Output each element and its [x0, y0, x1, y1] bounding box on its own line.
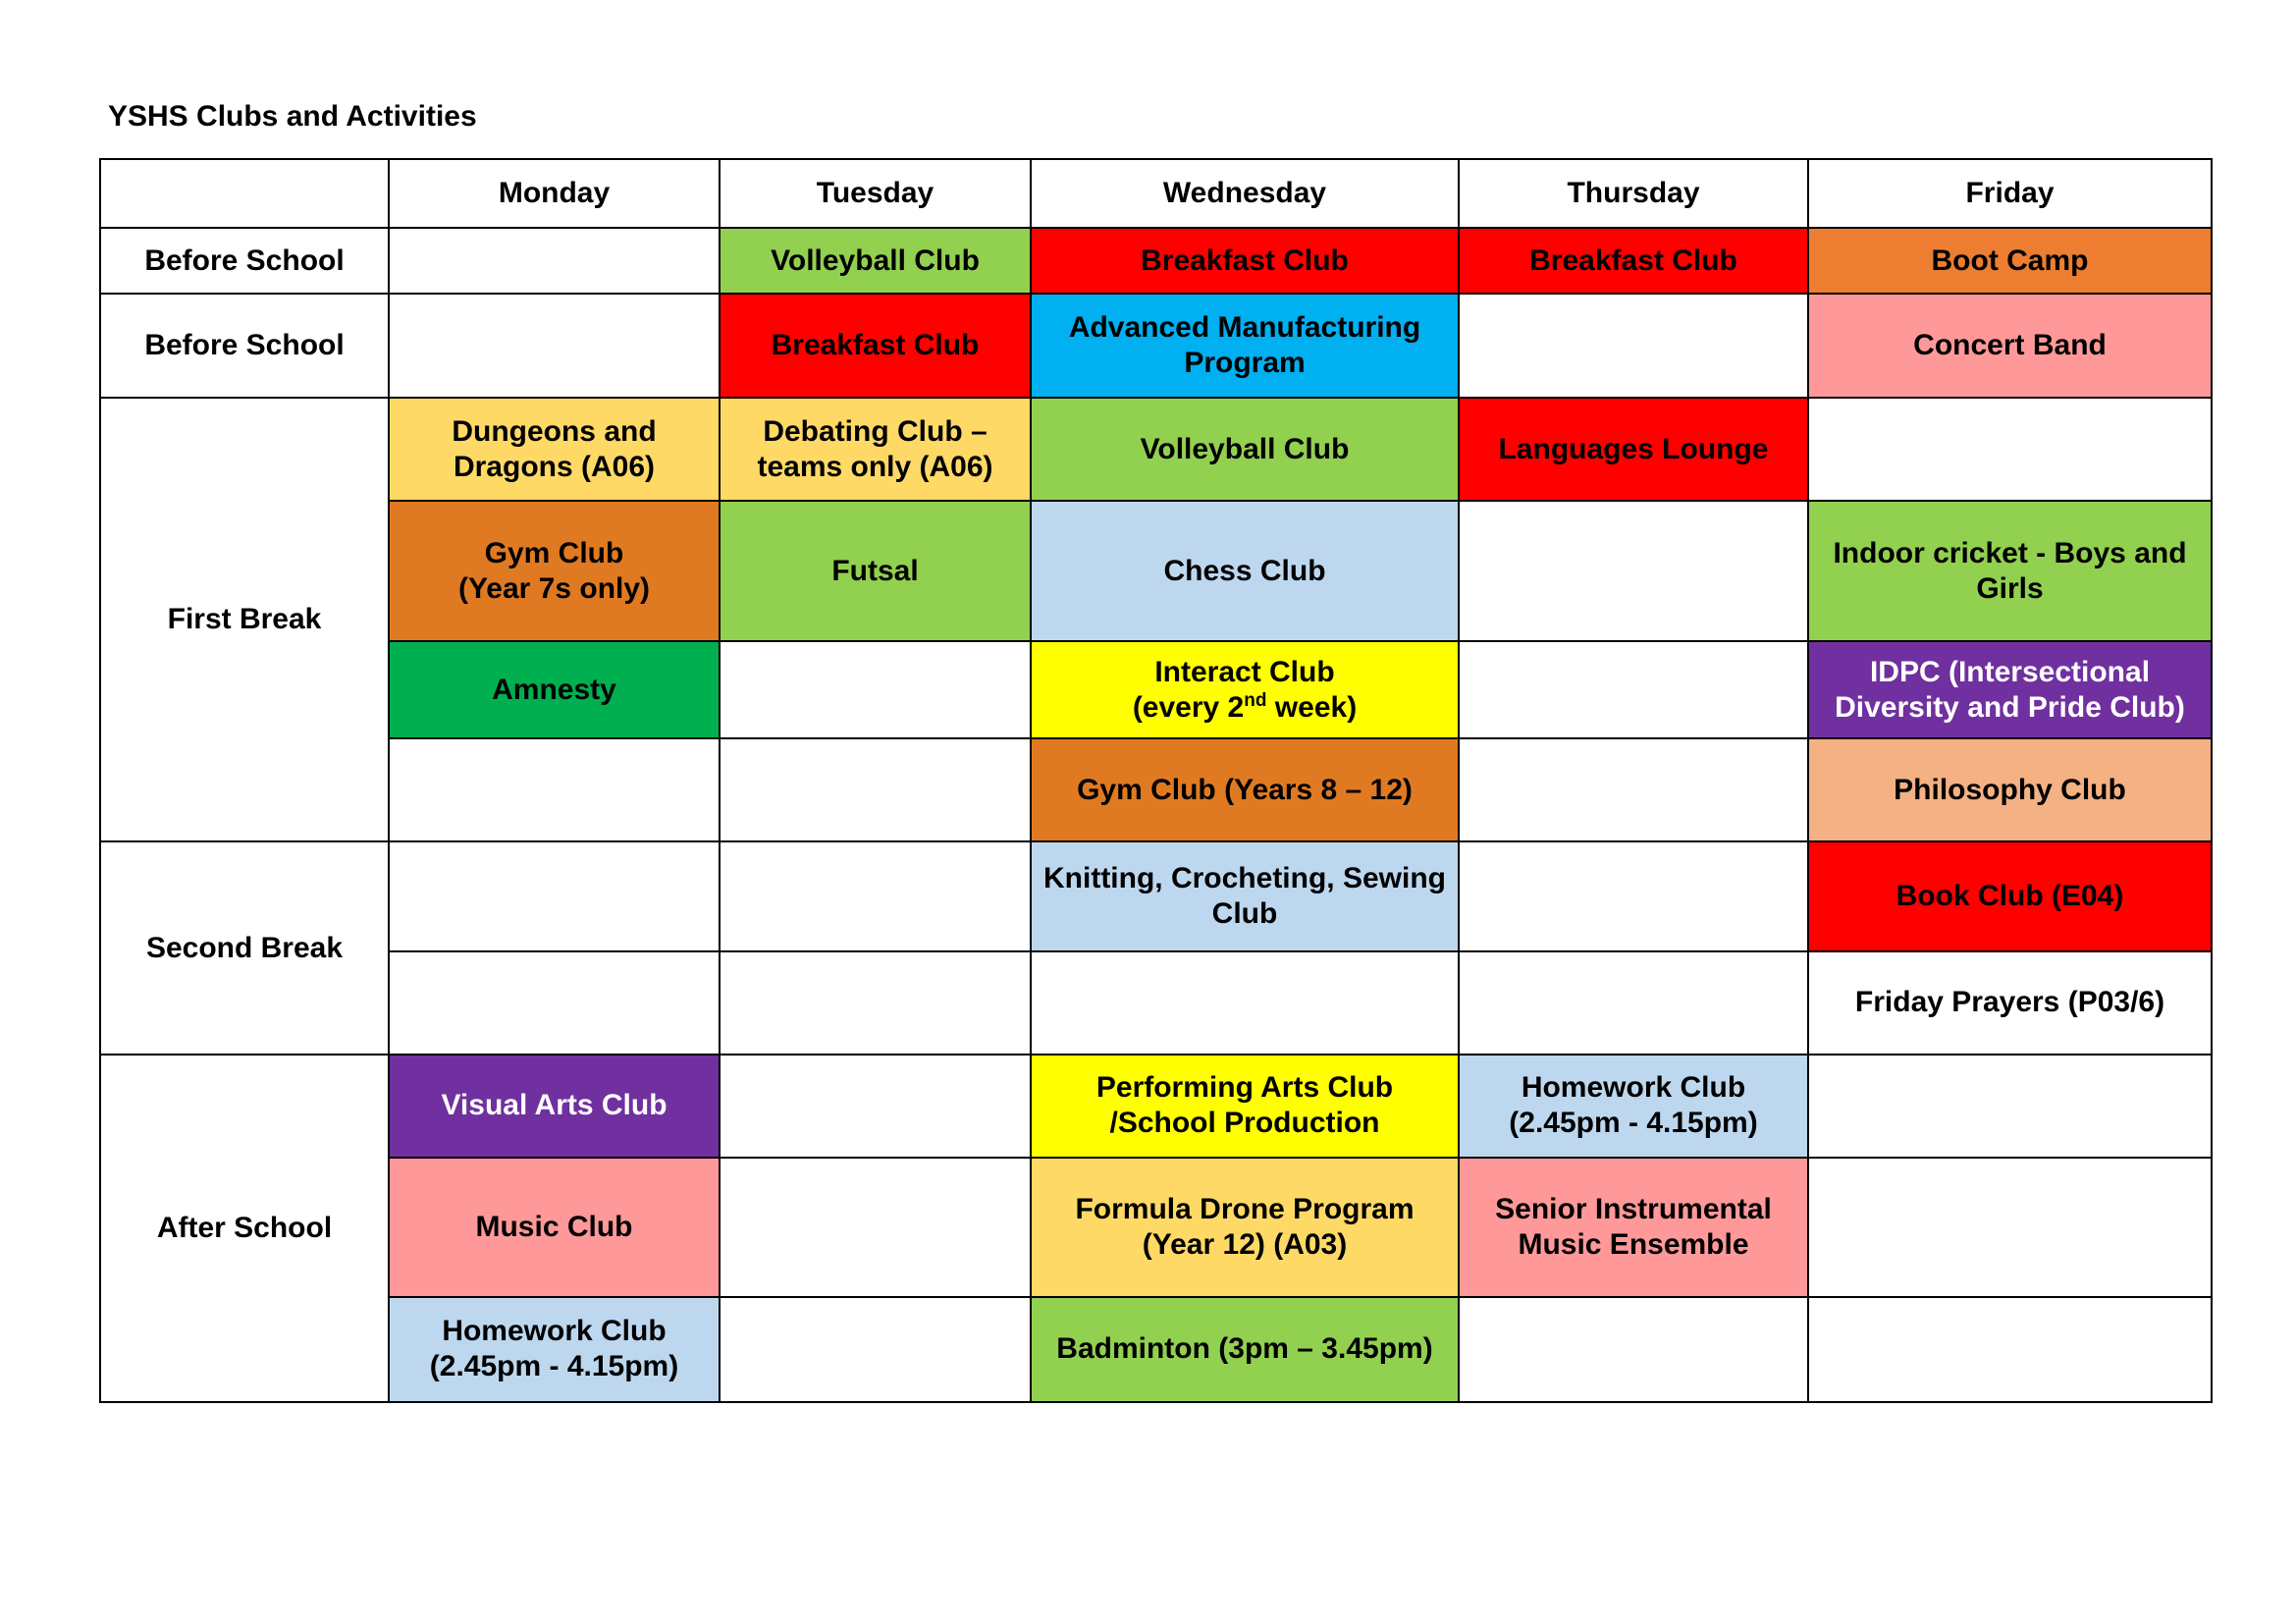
schedule-row — [100, 1055, 2212, 1158]
schedule-row — [100, 738, 2212, 841]
section-label-second-break: Second Break — [100, 841, 389, 1054]
activity-cell — [720, 1297, 1031, 1402]
activity-cell: Formula Drone Program (Year 12) (A03) — [1031, 1158, 1459, 1297]
activity-cell: Performing Arts Club /School Production — [1031, 1055, 1459, 1158]
activity-cell — [389, 841, 720, 950]
day-header-wednesday: Wednesday — [1031, 159, 1459, 228]
activity-cell: IDPC (Intersectional Diversity and Pride Club) — [1808, 641, 2212, 738]
activity-cell: Volleyball Club — [720, 228, 1031, 294]
schedule-row — [100, 294, 2212, 398]
activity-cell: Visual Arts Club — [389, 1055, 720, 1158]
activity-cell: Breakfast Club — [1031, 228, 1459, 294]
day-header-friday: Friday — [1808, 159, 2212, 228]
section-label-before-school-1: Before School — [100, 228, 389, 294]
schedule-row — [100, 398, 2212, 501]
header-row — [100, 159, 2212, 228]
activity-cell — [389, 738, 720, 841]
activity-cell: Homework Club (2.45pm - 4.15pm) — [389, 1297, 720, 1402]
activity-cell — [1459, 501, 1808, 641]
schedule-row — [100, 228, 2212, 294]
section-label-before-school-2: Before School — [100, 294, 389, 398]
schedule-row — [100, 841, 2212, 950]
activity-cell — [1459, 1297, 1808, 1402]
activity-cell — [720, 1055, 1031, 1158]
activity-cell: Interact Club (every 2nd week) — [1031, 641, 1459, 738]
activity-cell: Debating Club – teams only (A06) — [720, 398, 1031, 501]
section-label-first-break: First Break — [100, 398, 389, 841]
activity-cell: Breakfast Club — [720, 294, 1031, 398]
activity-cell — [720, 738, 1031, 841]
activity-cell — [1459, 641, 1808, 738]
activity-cell: Music Club — [389, 1158, 720, 1297]
schedule-row — [100, 951, 2212, 1055]
activity-cell: Book Club (E04) — [1808, 841, 2212, 950]
activity-cell — [720, 841, 1031, 950]
activity-cell — [389, 228, 720, 294]
activity-cell: Friday Prayers (P03/6) — [1808, 951, 2212, 1055]
activity-cell — [1808, 1158, 2212, 1297]
activity-cell: Senior Instrumental Music Ensemble — [1459, 1158, 1808, 1297]
activity-cell: Futsal — [720, 501, 1031, 641]
activity-cell: Boot Camp — [1808, 228, 2212, 294]
activity-cell — [1459, 841, 1808, 950]
activity-cell: Breakfast Club — [1459, 228, 1808, 294]
schedule-row — [100, 1297, 2212, 1402]
activity-cell — [720, 951, 1031, 1055]
clubs-schedule-table — [99, 158, 2213, 1403]
day-header-tuesday: Tuesday — [720, 159, 1031, 228]
schedule-row — [100, 1158, 2212, 1297]
activity-cell: Amnesty — [389, 641, 720, 738]
activity-cell — [720, 1158, 1031, 1297]
activity-cell: Volleyball Club — [1031, 398, 1459, 501]
activity-cell: Advanced Manufacturing Program — [1031, 294, 1459, 398]
activity-cell: Philosophy Club — [1808, 738, 2212, 841]
activity-cell — [1459, 294, 1808, 398]
activity-cell — [1031, 951, 1459, 1055]
activity-cell — [1459, 951, 1808, 1055]
activity-cell: Concert Band — [1808, 294, 2212, 398]
activity-cell — [1808, 398, 2212, 501]
activity-cell: Badminton (3pm – 3.45pm) — [1031, 1297, 1459, 1402]
activity-cell — [389, 294, 720, 398]
activity-cell: Knitting, Crocheting, Sewing Club — [1031, 841, 1459, 950]
activity-cell — [1808, 1297, 2212, 1402]
activity-cell — [389, 951, 720, 1055]
activity-cell — [1459, 738, 1808, 841]
section-label-after-school: After School — [100, 1055, 389, 1402]
schedule-row — [100, 641, 2212, 738]
activity-cell: Gym Club (Years 8 – 12) — [1031, 738, 1459, 841]
activity-cell: Indoor cricket - Boys and Girls — [1808, 501, 2212, 641]
day-header-monday: Monday — [389, 159, 720, 228]
document-title: YSHS Clubs and Activities — [108, 100, 477, 133]
activity-cell — [1808, 1055, 2212, 1158]
activity-cell: Gym Club (Year 7s only) — [389, 501, 720, 641]
corner-cell — [100, 159, 389, 228]
day-header-thursday: Thursday — [1459, 159, 1808, 228]
activity-cell: Dungeons and Dragons (A06) — [389, 398, 720, 501]
activity-cell: Chess Club — [1031, 501, 1459, 641]
activity-cell: Homework Club (2.45pm - 4.15pm) — [1459, 1055, 1808, 1158]
schedule-row — [100, 501, 2212, 641]
activity-cell: Languages Lounge — [1459, 398, 1808, 501]
activity-cell — [720, 641, 1031, 738]
